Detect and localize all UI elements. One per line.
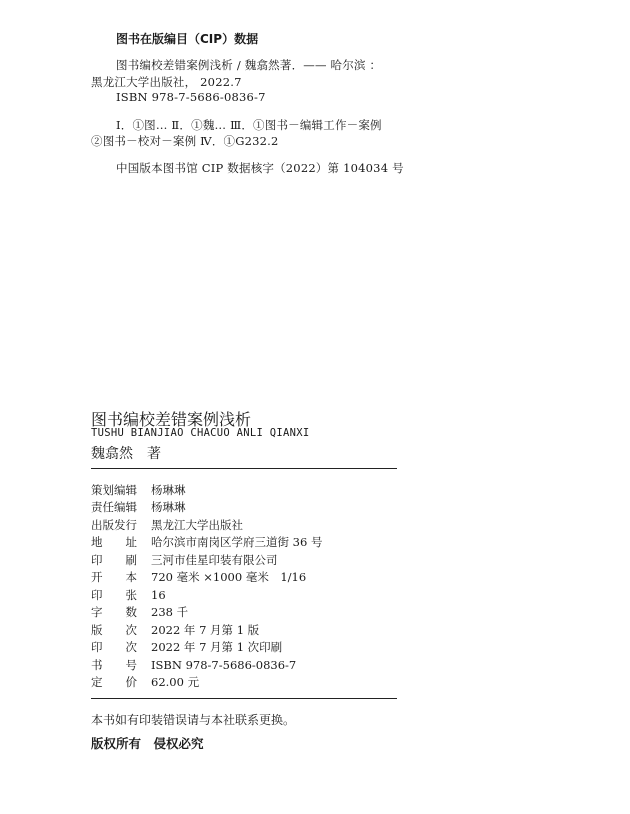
info-value: 黑龙江大学出版社 xyxy=(151,517,243,532)
info-label: 书 号 xyxy=(91,657,137,672)
info-value: 16 xyxy=(151,587,166,602)
info-label: 策划编辑 xyxy=(91,482,137,497)
info-value: 720 毫米 ×1000 毫米 1/16 xyxy=(151,570,307,585)
info-value: 238 千 xyxy=(151,605,189,620)
cip-isbn-line: ISBN 978-7-5686-0836-7 xyxy=(116,90,266,104)
info-label: 印 张 xyxy=(91,587,137,602)
cip-subject-line: Ⅰ．①图… Ⅱ．①魏… Ⅲ．①图书－编辑工作－案例 xyxy=(116,118,382,132)
info-label: 定 价 xyxy=(91,675,137,690)
info-row-isbn xyxy=(91,656,322,674)
book-author: 魏翕然 著 xyxy=(91,446,161,462)
info-label: 出版发行 xyxy=(91,517,137,532)
info-value: ISBN 978-7-5686-0836-7 xyxy=(151,657,297,672)
info-label: 地 址 xyxy=(91,535,137,550)
info-row-publisher xyxy=(91,516,322,534)
info-row-planning-editor xyxy=(91,481,322,499)
cip-title-line: 图书编校差错案例浅析 / 魏翕然著．—— 哈尔滨 ： xyxy=(116,58,382,72)
info-row-address xyxy=(91,534,322,552)
info-row-price xyxy=(91,674,322,692)
info-label: 开 本 xyxy=(91,570,137,585)
info-label: 责任编辑 xyxy=(91,500,137,515)
info-label: 印 次 xyxy=(91,640,137,655)
info-value: 62.00 元 xyxy=(151,675,200,690)
info-row-printer xyxy=(91,551,322,569)
info-value: 哈尔滨市南岗区学府三道街 36 号 xyxy=(151,535,323,550)
info-row-responsible-editor xyxy=(91,499,322,517)
replacement-notice: 本书如有印装错误请与本社联系更换。 xyxy=(91,713,296,727)
info-value: 2022 年 7 月第 1 次印刷 xyxy=(151,640,283,655)
info-value: 杨琳琳 xyxy=(151,482,186,497)
info-row-printing xyxy=(91,639,322,657)
info-label: 版 次 xyxy=(91,622,137,637)
book-title: 图书编校差错案例浅析 xyxy=(91,410,252,429)
cip-publisher-line: 黑龙江大学出版社， 2022.7 xyxy=(91,75,242,89)
cip-subject-line-cont: ②图书－校对－案例 Ⅳ．①G232.2 xyxy=(91,134,279,148)
info-row-word-count xyxy=(91,604,322,622)
info-row-format xyxy=(91,569,322,587)
info-row-edition xyxy=(91,621,322,639)
info-value: 三河市佳星印装有限公司 xyxy=(151,552,278,567)
info-row-sheets xyxy=(91,586,322,604)
copyright-notice: 版权所有 侵权必究 xyxy=(91,736,204,751)
divider-top xyxy=(91,468,397,469)
info-value: 2022 年 7 月第 1 版 xyxy=(151,622,260,637)
publication-info-table xyxy=(91,481,322,691)
info-label: 印 刷 xyxy=(91,552,137,567)
info-value: 杨琳琳 xyxy=(151,500,186,515)
cip-heading: 图书在版编目（CIP）数据 xyxy=(116,32,259,46)
info-label: 字 数 xyxy=(91,605,137,620)
cip-record-number: 中国版本图书馆 CIP 数据核字（2022）第 104034 号 xyxy=(116,161,404,175)
divider-bottom xyxy=(91,698,397,699)
book-title-pinyin: TUSHU BIANJIAO CHACUO ANLI QIANXI xyxy=(91,427,310,439)
